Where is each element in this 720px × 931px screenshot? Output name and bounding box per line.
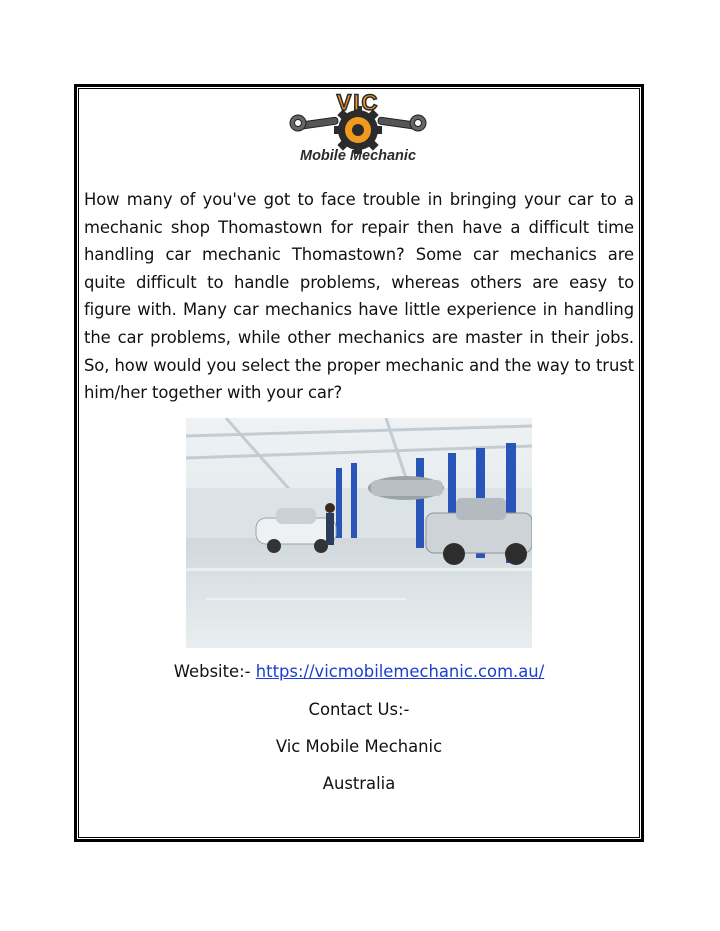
website-link[interactable]: https://vicmobilemechanic.com.au/ bbox=[255, 662, 545, 681]
logo-brand-top: VIC bbox=[336, 90, 380, 115]
website-line bbox=[74, 662, 644, 681]
workshop-photo bbox=[186, 418, 532, 648]
website-label: Website:- bbox=[173, 662, 256, 681]
logo-brand-bottom: Mobile Mechanic bbox=[299, 148, 417, 164]
body-paragraph: How many of you've got to face trouble in bringing your car to a mechanic shop Thomastown for repair then have a difficult time handling car mechanic Thomastown? Some car mechanics are quite difficult to handle problems, whereas others are easy to figure with. Many car mechanics have little experience in handling the car problems, while other mechanics are master in their jobs. So, how would you select the proper mechanic and the way to trust him/her together with your car? bbox=[84, 190, 634, 403]
country: Australia bbox=[322, 774, 396, 793]
company-name: Vic Mobile Mechanic bbox=[275, 737, 443, 756]
wrench-icon-right bbox=[378, 115, 426, 131]
contact-label: Contact Us:- bbox=[308, 700, 410, 719]
vic-mobile-mechanic-logo bbox=[288, 90, 428, 168]
wrench-icon-left bbox=[290, 115, 338, 131]
